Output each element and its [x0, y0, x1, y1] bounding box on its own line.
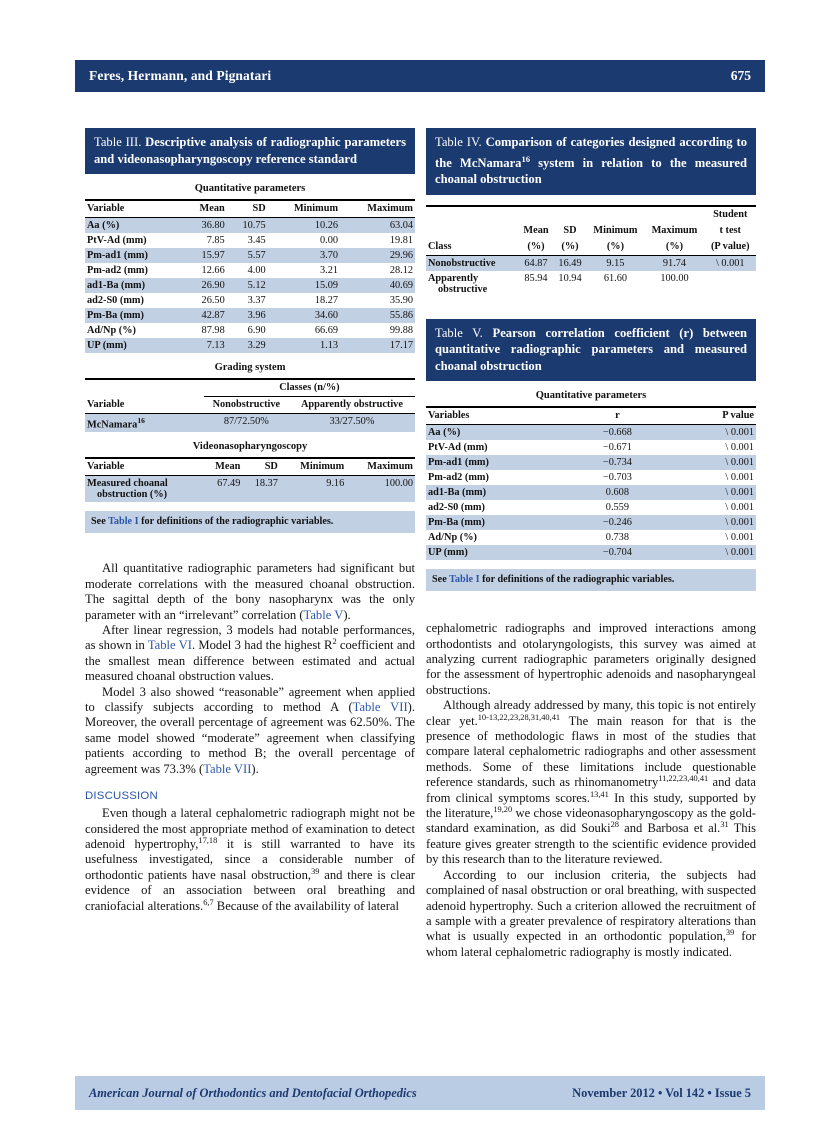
- table-iii-section-grading: Grading system: [214, 362, 286, 373]
- table-iii-vnp-table: [85, 457, 415, 502]
- cell-p-value: \ 0.001: [670, 455, 756, 470]
- cell-sd: 3.45: [227, 233, 268, 248]
- cell-maximum: 17.17: [340, 338, 415, 353]
- cell-t-test: \ 0.001: [705, 255, 756, 271]
- cell-nonobstructive: 87/72.50%: [204, 414, 289, 433]
- citation-superscript: 28: [610, 820, 619, 830]
- paragraph-text-tail: coefficient and the smallest mean difference between estimated and actual measured choanal obstruction values.: [85, 638, 416, 684]
- inline-table-link[interactable]: Table VII: [352, 700, 408, 715]
- citation-superscript: 16: [137, 416, 145, 425]
- cell-class: [426, 271, 518, 297]
- cell-class: Nonobstructive: [426, 255, 518, 271]
- paragraph-text-tail: for whom lateral cephalometric radiography is mostly indicated.: [426, 929, 756, 959]
- table-v-caption-text: Pearson correlation coefficient (r) between quantitative radiographic parameters and measured choanal obstruction: [435, 325, 747, 373]
- paragraph-discussion-3: [426, 868, 756, 960]
- col-header-minimum: Minimum: [293, 203, 339, 214]
- cell-sd: 3.29: [227, 338, 268, 353]
- cell-mean: 42.87: [183, 308, 227, 323]
- cell-variable: Ad/Np (%): [85, 323, 183, 338]
- paragraph-results-2: [85, 623, 415, 685]
- cell-variable: ad2-S0 (mm): [426, 500, 565, 515]
- cell-r: 0.608: [565, 485, 671, 500]
- citation-superscript: 16: [521, 153, 530, 164]
- cell-t-test: [705, 271, 756, 297]
- table-row: [426, 515, 756, 530]
- citation-superscript: 6,7: [203, 897, 214, 907]
- cell-r: 0.738: [565, 530, 671, 545]
- col-header-sd: SD: [264, 461, 278, 473]
- table-row: [85, 476, 415, 503]
- paragraph-text-tail: ).: [251, 761, 259, 776]
- cell-variable-mcnamara: [85, 414, 204, 433]
- paragraph-text-mid: it is still warranted to have its usefulness investigated, since a considerable number of orthodontic patients have nasal obstruction,: [85, 836, 415, 882]
- col-header-student-line2: t test: [719, 224, 741, 236]
- cell-mean: 15.97: [183, 248, 227, 263]
- table-iv: [426, 128, 756, 297]
- cell-maximum: 99.88: [340, 323, 415, 338]
- paragraph-text-g: This feature gives greater strength to the scientific evidence provided by this research than to the literature reviewed.: [426, 821, 757, 867]
- cell-sd: 10.94: [554, 271, 587, 297]
- footnote-suffix: for definitions of the radiographic variables.: [138, 516, 334, 528]
- running-head: [75, 60, 765, 92]
- citation-superscript: 19,20: [493, 804, 513, 814]
- cell-p-value: \ 0.001: [670, 530, 756, 545]
- table-iii: [85, 128, 415, 533]
- right-column: [426, 128, 756, 960]
- paragraph-discussion-2: [426, 698, 756, 867]
- cell-mean: 26.90: [183, 278, 227, 293]
- cell-variable: ad1-Ba (mm): [85, 278, 183, 293]
- paragraph-text-d: In this study, supported by the literature,: [426, 790, 756, 821]
- col-header-mean: Mean: [215, 461, 241, 473]
- cell-sd: 16.49: [554, 255, 587, 271]
- table-row-header: [85, 458, 415, 476]
- cell-maximum: 35.90: [340, 293, 415, 308]
- cell-r: −0.704: [565, 545, 671, 560]
- table-row: [85, 263, 415, 278]
- cell-sd: 3.96: [227, 308, 268, 323]
- cell-maximum: 28.12: [340, 263, 415, 278]
- cell-maximum: 29.96: [340, 248, 415, 263]
- col-header-variables: Variables: [428, 410, 470, 422]
- table-row: [85, 414, 415, 433]
- table-v-table: [426, 406, 756, 560]
- paragraph-text: Even though a lateral cephalometric radiograph might not be considered the most appropriate method of examination to detect adenoid hypertrophy,: [85, 806, 415, 851]
- col-header-mean-line2: Mean: [523, 224, 549, 236]
- cell-apparently-obstructive: 33/27.50%: [289, 414, 415, 433]
- cell-p-value: \ 0.001: [670, 470, 756, 485]
- cell-p-value: \ 0.001: [670, 425, 756, 441]
- cell-r: −0.734: [565, 455, 671, 470]
- table-row: [426, 500, 756, 515]
- cell-r: −0.671: [565, 440, 671, 455]
- inline-table-link[interactable]: Table V: [303, 607, 344, 622]
- cell-r: −0.246: [565, 515, 671, 530]
- footer-issue-info: November 2012 • Vol 142 • Issue 5: [572, 1085, 751, 1100]
- table-v-section-quantitative: Quantitative parameters: [535, 390, 647, 402]
- cell-r: −0.668: [565, 425, 671, 441]
- cell-variable: Pm-Ba (mm): [85, 308, 183, 323]
- cell-variable: ad2-S0 (mm): [85, 293, 183, 308]
- table-iii-quantitative-table: [85, 199, 415, 353]
- cell-minimum: 3.21: [268, 263, 340, 278]
- running-head-authors: Feres, Hermann, and Pignatari: [89, 68, 272, 83]
- cell-sd: 18.37: [242, 476, 280, 503]
- cell-variable: Ad/Np (%): [426, 530, 565, 545]
- cell-minimum: 66.69: [268, 323, 340, 338]
- paragraph-text: Although already addressed by many, this topic is not entirely clear yet.: [426, 698, 756, 728]
- table-row: [426, 255, 756, 271]
- cell-minimum: 9.15: [586, 255, 644, 271]
- cell-variable-label: McNamara: [87, 419, 138, 431]
- table-row: [426, 545, 756, 560]
- table-row-header: [426, 407, 756, 425]
- cell-sd: 5.57: [227, 248, 268, 263]
- citation-superscript: 17,18: [198, 835, 218, 845]
- col-header-classes: Classes (n/%): [204, 379, 415, 397]
- cell-maximum: 40.69: [340, 278, 415, 293]
- cell-mean: 26.50: [183, 293, 227, 308]
- cell-r: 0.559: [565, 500, 671, 515]
- footnote-table-link[interactable]: Table I: [449, 574, 480, 586]
- citation-superscript: 11,22,23,40,41: [658, 774, 709, 784]
- cell-mean: 7.13: [183, 338, 227, 353]
- paragraph-text: Model 3 also showed “reasonable” agreement when applied to classify subjects according to method A (: [85, 684, 415, 715]
- cell-variable: Pm-Ba (mm): [426, 515, 565, 530]
- cell-mean: 64.87: [518, 255, 553, 271]
- cell-sd: 3.37: [227, 293, 268, 308]
- paragraph-text-e: we chose videonasopharyngoscopy as the gold-standard examination, as did Souki: [426, 806, 757, 836]
- table-iii-label: Table III.: [94, 135, 142, 149]
- cell-minimum: 34.60: [268, 308, 340, 323]
- cell-variable: UP (mm): [85, 338, 183, 353]
- table-row: [426, 455, 756, 470]
- col-header-variable: Variable: [87, 203, 125, 214]
- table-row: [85, 293, 415, 308]
- table-row: [426, 425, 756, 441]
- table-iii-section-quantitative: Quantitative parameters: [194, 183, 306, 194]
- col-header-maximum: Maximum: [367, 461, 413, 473]
- citation-superscript: 13,41: [589, 789, 609, 799]
- cell-minimum: 10.26: [268, 218, 340, 234]
- cell-variable: Pm-ad1 (mm): [85, 248, 183, 263]
- paragraph-results-1: [85, 561, 415, 623]
- col-header-mean: Mean: [199, 203, 225, 214]
- table-row-header: [85, 200, 415, 218]
- cell-variable-line1: Measured choanal: [87, 478, 168, 490]
- cell-mean: 7.85: [183, 233, 227, 248]
- table-row: [426, 470, 756, 485]
- paragraph-text-mid: ). Moreover, the overall percentage of agreement was 62.50%. The same model showed “moderate” agreement when classifying patients according to method B; the overall percentage of agreement was 73.3% (: [85, 700, 415, 776]
- cell-mean: 67.49: [202, 476, 242, 503]
- cell-p-value: \ 0.001: [670, 545, 756, 560]
- paragraph-text-mid: . Model 3 had the highest R: [191, 638, 333, 653]
- cell-minimum: 9.16: [280, 476, 346, 503]
- col-header-r: r: [615, 410, 620, 422]
- cell-variable: Pm-ad2 (mm): [426, 470, 565, 485]
- table-row: [426, 485, 756, 500]
- page-number: 675: [730, 68, 751, 83]
- cell-minimum: 0.00: [268, 233, 340, 248]
- cell-minimum: 18.27: [268, 293, 340, 308]
- cell-maximum: 91.74: [644, 255, 704, 271]
- paragraph-text-tail: ).: [343, 607, 351, 622]
- citation-superscript: 10-13,22,23,28,31,40,41: [477, 712, 561, 722]
- col-header-p-value: P value: [722, 410, 754, 422]
- footnote-suffix: for definitions of the radiographic variables.: [479, 574, 675, 586]
- cell-variable: Pm-ad2 (mm): [85, 263, 183, 278]
- paragraph-discussion-1: [85, 806, 415, 914]
- table-iv-table: [426, 205, 756, 297]
- cell-variable-measured-choanal: [85, 476, 202, 503]
- table-v-label: Table V.: [435, 325, 483, 340]
- footnote-prefix: See: [91, 516, 109, 528]
- col-header-nonobstructive: Nonobstructive: [212, 399, 281, 410]
- cell-class-line2: obstructive: [438, 283, 488, 295]
- cell-mean: 87.98: [183, 323, 227, 338]
- citation-superscript: 31: [720, 820, 729, 830]
- table-iii-grading-table: [85, 378, 415, 432]
- col-header-sd-unit: (%): [561, 240, 579, 252]
- cell-p-value: \ 0.001: [670, 485, 756, 500]
- col-header-sd-line2: SD: [563, 224, 577, 236]
- table-row-header: [85, 397, 415, 414]
- table-row-header-classes: [85, 379, 415, 397]
- cell-p-value: \ 0.001: [670, 440, 756, 455]
- col-header-sd: SD: [252, 203, 266, 214]
- cell-maximum: 63.04: [340, 218, 415, 234]
- footnote-table-link[interactable]: Table I: [108, 516, 139, 528]
- cell-variable: Aa (%): [85, 218, 183, 234]
- inline-table-link[interactable]: Table VII: [203, 761, 252, 776]
- table-row: [85, 278, 415, 293]
- cell-variable: ad1-Ba (mm): [426, 485, 565, 500]
- col-header-maximum: Maximum: [367, 203, 413, 214]
- table-iii-caption: [85, 128, 415, 174]
- cell-mean: 36.80: [183, 218, 227, 234]
- cell-mean: 12.66: [183, 263, 227, 278]
- cell-variable: UP (mm): [426, 545, 565, 560]
- cell-variable: PtV-Ad (mm): [85, 233, 183, 248]
- table-iv-caption-part1: Comparison of categories designed according to the McNamara: [435, 135, 747, 170]
- cell-p-value: \ 0.001: [670, 515, 756, 530]
- cell-minimum: 3.70: [268, 248, 340, 263]
- table-v-footnote: [426, 569, 756, 591]
- col-header-class: Class: [428, 240, 452, 252]
- cell-sd: 10.75: [227, 218, 268, 234]
- col-header-student-p: (P value): [710, 240, 750, 252]
- cell-mean: 85.94: [518, 271, 553, 297]
- cell-variable-line2: obstruction (%): [97, 489, 168, 501]
- left-column: [85, 128, 415, 914]
- paragraph-text-tail: Because of the availability of lateral: [213, 898, 399, 913]
- cell-minimum: 1.13: [268, 338, 340, 353]
- citation-superscript: 39: [725, 928, 735, 938]
- table-iii-footnote: [85, 511, 415, 533]
- table-row: [85, 233, 415, 248]
- cell-sd: 5.12: [227, 278, 268, 293]
- paragraph-results-3: [85, 685, 415, 777]
- table-iii-caption-text: Descriptive analysis of radiographic parameters and videonasopharyngoscopy reference standard: [94, 135, 406, 166]
- col-header-maximum-line2: Maximum: [651, 224, 698, 236]
- paragraph-text: According to our inclusion criteria, the subjects had complained of nasal obstruction or oral breathing, with suspected adenoid hypertrophy. Such a criterion allowed the recruitment of a sample with a greater prevalence of respiratory alterations than what is usually expected in an orthodontic population,: [426, 867, 756, 944]
- paragraph-discussion-continued: cephalometric radiographs and improved interactions among orthodontists and otolaryngologists, this survey was aimed at analyzing current radiographic parameters originally designed for the assessment of hypertrophic adenoids and nasopharyngeal obstructions.: [426, 621, 756, 697]
- paragraph-text-f: and Barbosa et al.: [618, 821, 721, 836]
- paragraph-text-c: and data from clinical symptoms scores.: [426, 775, 756, 805]
- col-header-variable: Variable: [87, 399, 125, 410]
- col-header-class-line2: [426, 223, 518, 239]
- table-row-header-line2: [426, 223, 756, 239]
- table-iv-caption-part2: system in relation to the measured choanal obstruction: [435, 155, 747, 187]
- col-header-maximum-unit: (%): [665, 240, 684, 252]
- cell-sd: 6.90: [227, 323, 268, 338]
- paragraph-text-mid2: and there is clear evidence of an association between oral breathing and craniofacial alterations.: [85, 867, 416, 913]
- table-iv-label: Table IV.: [435, 135, 482, 149]
- cell-sd: 4.00: [227, 263, 268, 278]
- table-v: [426, 319, 756, 592]
- cell-variable: Aa (%): [426, 425, 565, 441]
- col-header-minimum: Minimum: [300, 461, 345, 473]
- page-footer: [75, 1076, 765, 1110]
- col-header-student-line1: Student: [705, 206, 756, 223]
- col-header-minimum-unit: (%): [606, 240, 624, 252]
- table-row-header-line3: [426, 239, 756, 256]
- section-heading-discussion: DISCUSSION: [85, 790, 158, 803]
- col-header-mean-unit: (%): [527, 240, 545, 252]
- cell-maximum: 55.86: [340, 308, 415, 323]
- paragraph-text: All quantitative radiographic parameters had significant but moderate correlations with the measured choanal obstruction. The sagittal depth of the bony nasopharynx was the only parameter with an “irrelevant” correlation (: [85, 561, 415, 622]
- table-row: [426, 271, 756, 297]
- table-v-caption: [426, 319, 756, 382]
- cell-class-line1: Apparently: [428, 272, 479, 284]
- cell-maximum: 100.00: [346, 476, 415, 503]
- cell-maximum: 100.00: [644, 271, 704, 297]
- col-header-variable: Variable: [87, 461, 125, 473]
- col-header-minimum-line2: Minimum: [593, 224, 638, 236]
- cell-variable: Pm-ad1 (mm): [426, 455, 565, 470]
- cell-r: −0.703: [565, 470, 671, 485]
- cell-minimum: 15.09: [268, 278, 340, 293]
- paragraph-text-b: The main reason for that is the presence of methodologic flaws in most of the studies that compare lateral cephalometric radiographs and other assessment methods. Some of these limitations include questionable reference standards, such as rhinomanometry: [426, 713, 756, 790]
- table-row: [85, 338, 415, 353]
- table-row: [85, 218, 415, 234]
- cell-maximum: 19.81: [340, 233, 415, 248]
- superscript-exponent: 2: [332, 637, 337, 647]
- cell-p-value: \ 0.001: [670, 500, 756, 515]
- table-row: [85, 248, 415, 263]
- footer-journal-name: American Journal of Orthodontics and Dentofacial Orthopedics: [89, 1085, 417, 1100]
- table-iv-caption: [426, 128, 756, 195]
- citation-superscript: 39: [311, 866, 320, 876]
- table-row: [426, 530, 756, 545]
- footnote-prefix: See: [432, 574, 450, 586]
- cell-variable: PtV-Ad (mm): [426, 440, 565, 455]
- cell-minimum: 61.60: [586, 271, 644, 297]
- table-row: [85, 308, 415, 323]
- table-row: [85, 323, 415, 338]
- table-iii-section-videonasopharyngoscopy: Videonasopharyngoscopy: [192, 441, 308, 453]
- paragraph-text: After linear regression, 3 models had notable performances, as shown in: [85, 623, 415, 653]
- inline-table-link[interactable]: Table VI: [147, 638, 192, 653]
- col-header-apparently-obstructive: Apparently obstructive: [300, 399, 403, 410]
- table-row-header-line1: [426, 206, 756, 223]
- table-row: [426, 440, 756, 455]
